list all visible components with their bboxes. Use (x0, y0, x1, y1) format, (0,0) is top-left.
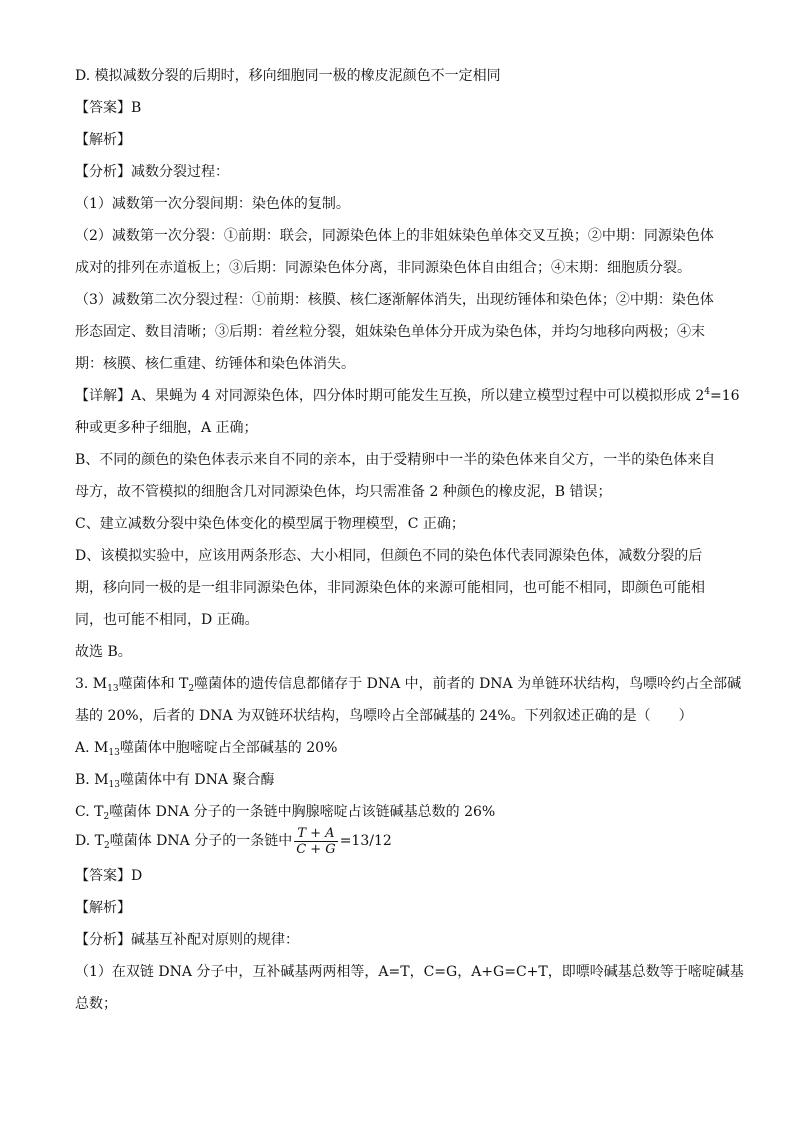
subscript: 2 (188, 684, 195, 694)
option-c: C. $T_2$噬菌体 DNA 分子的一条链中胸腺嘧啶占该链碱基总数的 26% (75, 804, 496, 822)
detail-line-5: C、建立减数分裂中染色体变化的模型属于物理模型，C 正确； (75, 516, 465, 532)
answer-label: 【答案】B (75, 100, 142, 116)
analysis-line-1: （1）减数第一次分裂间期：染色体的复制。 (75, 196, 350, 212)
detail-line-2: 种或更多种子细胞，A 正确； (75, 420, 258, 436)
analysis-heading: 【分析】减数分裂过程： (75, 164, 229, 180)
rule-line-1: （1）在双链 DNA 分子中，互补碱基两两相等，A=T，C=G，A+G=C+T，即嘌呤碱基总数等于嘧啶碱基 (75, 964, 744, 980)
option-a: A. $M_{13}$噬菌体中胞嘧啶占全部碱基的 20% (75, 740, 338, 758)
detail-line-4: 母方，故不管模拟的细胞含几对同源染色体，均只需准备 2 种颜色的橡皮泥，B 错误； (75, 484, 612, 500)
detail-line-6: D、该模拟实验中，应该用两条形态、大小相同，但颜色不同的染色体代表同源染色体，减数分裂的后 (75, 548, 703, 564)
detail-line-8: 同，也可能不相同，D 正确。 (75, 612, 259, 628)
subscript: 13 (107, 684, 119, 694)
choose-b-line: 故选 B。 (75, 644, 132, 660)
subscript: 2 (103, 812, 110, 822)
analysis-label: 【解析】 (75, 132, 131, 148)
fraction (294, 826, 338, 857)
option-d-line: D. 模拟减数分裂的后期时，移向细胞同一极的橡皮泥颜色不一定相同 (75, 68, 501, 84)
fraction-numerator: T + A (294, 826, 338, 842)
detail-line-3: B、不同的颜色的染色体表示来自不同的亲本，由于受精卵中一半的染色体来自父方，一半的染色体来自 (75, 452, 716, 468)
rule-line-2: 总数； (75, 996, 117, 1012)
subscript: 13 (108, 780, 120, 790)
question-3-line-1: 3. $M_{13}$噬菌体和 $T_2$噬菌体的遗传信息都储存于 DNA 中，前者的 DNA 为单链环状结构，鸟嘌呤约占全部碱 (75, 676, 742, 694)
analysis-line-3: 成对的排列在赤道板上；③后期：同源染色体分离，非同源染色体自由组合；④末期：细胞质分裂。 (75, 260, 691, 276)
superscript: 4 (704, 387, 711, 397)
subscript: 2 (103, 841, 110, 851)
analysis-line-2: （2）减数第一次分裂：①前期：联会，同源染色体上的非姐妹染色单体交叉互换；②中期：同源染色体 (75, 228, 714, 244)
option-b: B. $M_{13}$噬菌体中有 DNA 聚合酶 (75, 772, 275, 790)
option-d: D. $T_2$噬菌体 DNA 分子的一条链中 $\frac{T + A}{C + G}$ =13/12 (75, 825, 392, 857)
analysis-line-6: 期：核膜、核仁重建、纺锤体和染色体消失。 (75, 356, 355, 372)
detail-line-7: 期，移向同一极的是一组非同源染色体，非同源染色体的来源可能相同，也可能不相同，即颜色可能相 (75, 580, 705, 596)
fraction-denominator: C + G (296, 841, 336, 857)
analysis-line-4: （3）减数第二次分裂过程：①前期：核膜、核仁逐渐解体消失，出现纺锤体和染色体；②中期：染色体 (75, 292, 714, 308)
analysis-heading-2: 【分析】碱基互补配对原则的规律： (75, 932, 299, 948)
analysis-line-5: 形态固定、数目清晰；③后期：着丝粒分裂，姐妹染色单体分开成为染色体，并均匀地移向两极；④末 (75, 324, 705, 340)
analysis-label-2: 【解析】 (75, 900, 131, 916)
subscript: 13 (108, 748, 120, 758)
answer-label-2: 【答案】D (75, 868, 143, 884)
question-3-line-2: 基的 20%，后者的 DNA 为双链环状结构，鸟嘌呤占全部碱基的 24%。下列叙述正确的是（ ） (75, 708, 693, 724)
detail-line-1: 【详解】A、果蝇为 4 对同源染色体，四分体时期可能发生互换，所以建立模型过程中可以模拟形成 $2^4=16$ (75, 387, 740, 404)
